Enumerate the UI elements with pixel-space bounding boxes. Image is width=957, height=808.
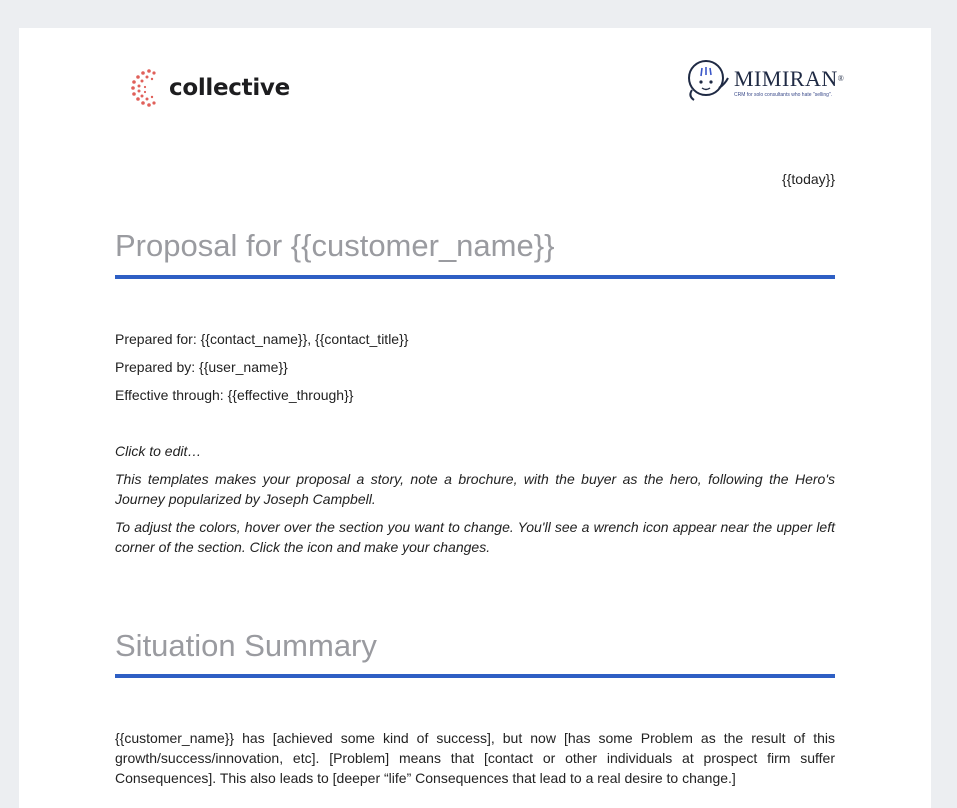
collective-mark-icon xyxy=(129,68,161,108)
document-page xyxy=(19,28,931,808)
registered-mark: ® xyxy=(837,74,845,83)
effective-through-line[interactable]: Effective through: {{effective_through}} xyxy=(115,387,354,403)
section-underline xyxy=(115,674,835,678)
collective-logo-text: collective xyxy=(169,75,290,101)
click-to-edit-note[interactable]: Click to edit… xyxy=(115,443,202,459)
prepared-by-line[interactable]: Prepared by: {{user_name}} xyxy=(115,359,288,375)
mimiran-tagline: CRM for solo consultants who hate "selling". xyxy=(734,92,833,98)
mimiran-logo xyxy=(686,58,844,106)
mimiran-mascot-icon xyxy=(686,58,730,106)
situation-summary-body[interactable]: {{customer_name}} has [achieved some kind of success], but now [has some Problem as the result of this growth/success/innovation, etc]. [Problem] means that [contact or other individuals at prospect firm suffer Consequences]. This also leads to [deeper “life” Consequences that lead to a real desire to change.] xyxy=(115,730,835,786)
proposal-title[interactable]: Proposal for {{customer_name}} xyxy=(115,228,555,263)
mimiran-logo-text: MIMIRAN xyxy=(734,66,838,91)
prepared-for-line[interactable]: Prepared for: {{contact_name}}, {{contact_title}} xyxy=(115,331,409,347)
title-underline xyxy=(115,275,835,279)
situation-summary-heading[interactable]: Situation Summary xyxy=(115,628,377,663)
collective-logo xyxy=(129,68,290,108)
date-placeholder[interactable]: {{today}} xyxy=(782,171,835,187)
colors-instruction-note[interactable]: To adjust the colors, hover over the section you want to change. You'll see a wrench icon appear near the upper left corner of the section. Click the icon and make your changes. xyxy=(115,519,835,555)
template-intro-note[interactable]: This templates makes your proposal a story, note a brochure, with the buyer as the hero, following the Hero's Journey popularized by Joseph Campbell. xyxy=(115,471,835,507)
